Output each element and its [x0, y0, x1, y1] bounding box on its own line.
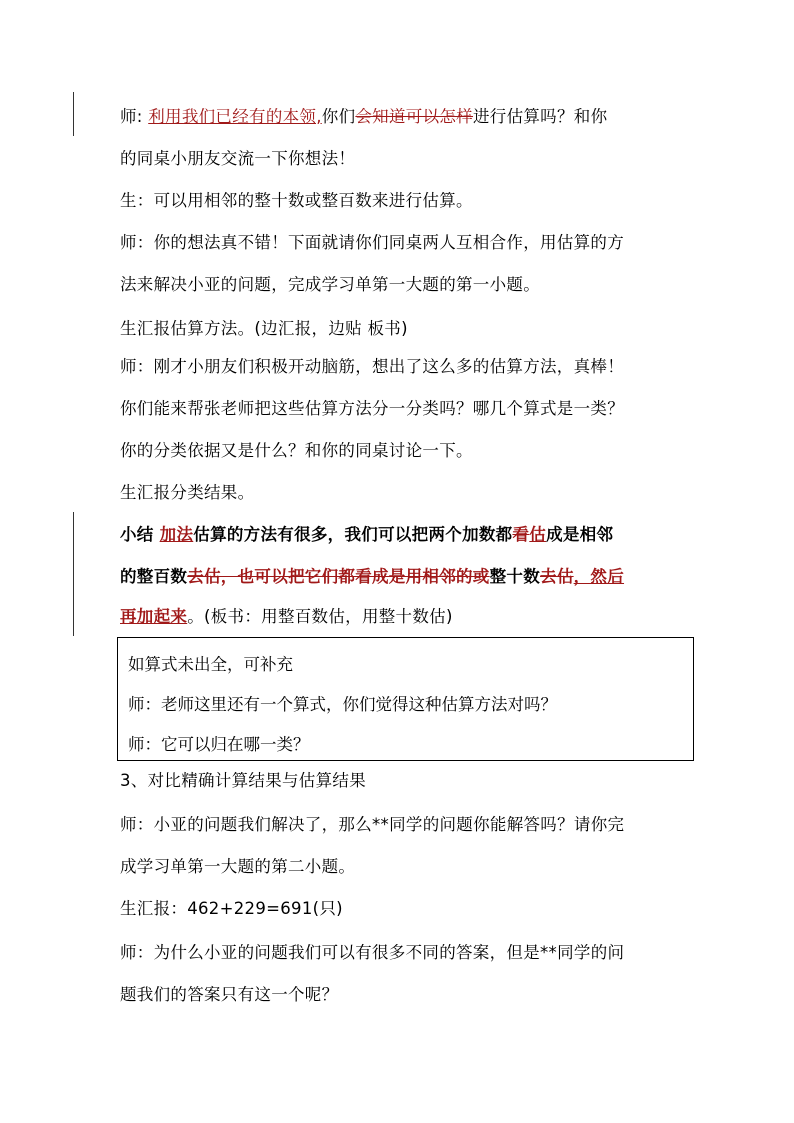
paragraph-9-line-1: 师：为什么小亚的问题我们可以有很多不同的答案，但是**同学的问 — [120, 943, 625, 962]
paragraph-8: 生汇报：462+229=691(只) — [120, 899, 343, 918]
tracked-insertion: ，然后 — [573, 567, 625, 586]
tracked-deletion: 去估，也可以把它们都看成是用相邻的或 — [187, 567, 490, 586]
paragraph-5-line-3: 你的分类依据又是什么？和你的同桌讨论一下。 — [120, 441, 473, 460]
paragraph-6: 生汇报分类结果。 — [120, 483, 255, 502]
paragraph-1-line-2: 的同桌小朋友交流一下你想法！ — [120, 149, 356, 168]
paragraph-3-line-1: 师：你的想法真不错！下面就请你们同桌两人互相合作，用估算的方 — [120, 233, 624, 252]
paragraph-7-line-1: 师：小亚的问题我们解决了，那么**同学的问题你能解答吗？请你完 — [120, 815, 625, 834]
summary-line-1: 小结 加法估算的方法有很多，我们可以把两个加数都看估成是相邻 — [120, 525, 614, 544]
tracked-deletion: 去估 — [540, 567, 574, 586]
note-line-3: 师：它可以归在哪一类？ — [128, 735, 310, 754]
paragraph-5-line-2: 你们能来帮张老师把这些估算方法分一分类吗？哪几个算式是一类？ — [120, 399, 624, 418]
revision-bar — [73, 512, 74, 636]
tracked-deletion: 看 — [512, 525, 530, 544]
tracked-deletion: 会知道可以怎样 — [355, 107, 473, 126]
paragraph-5-line-1: 师：刚才小朋友们积极开动脑筋，想出了这么多的估算方法，真棒！ — [120, 357, 624, 376]
tracked-insertion: 利用我们已经有的本领, — [148, 107, 322, 126]
revision-bar — [73, 92, 74, 136]
paragraph-9-line-2: 题我们的答案只有这一个呢？ — [120, 985, 339, 1004]
section-3-heading: 3、对比精确计算结果与估算结果 — [120, 771, 366, 790]
paragraph-4: 生汇报估算方法。(边汇报，边贴 板书) — [120, 319, 408, 338]
paragraph-3-line-2: 法来解决小亚的问题，完成学习单第一大题的第一小题。 — [120, 275, 540, 294]
summary-line-3: 再加起来。(板书：用整百数估，用整十数估) — [120, 607, 453, 626]
tracked-insertion: 估 — [529, 525, 547, 544]
note-line-2: 师：老师这里还有一个算式，你们觉得这种估算方法对吗？ — [128, 695, 557, 714]
tracked-insertion: 加法 — [159, 525, 194, 544]
paragraph-2: 生：可以用相邻的整十数或整百数来进行估算。 — [120, 191, 473, 210]
note-box — [117, 637, 694, 761]
tracked-insertion: 再加起来 — [120, 607, 188, 626]
note-line-1: 如算式未出全，可补充 — [128, 655, 293, 674]
paragraph-1-line-1: 师: 利用我们已经有的本领,你们会知道可以怎样进行估算吗？和你 — [120, 107, 608, 126]
paragraph-7-line-2: 成学习单第一大题的第二小题。 — [120, 857, 356, 876]
summary-line-2: 的整百数去估，也可以把它们都看成是用相邻的或整十数去估，然后 — [120, 567, 625, 586]
